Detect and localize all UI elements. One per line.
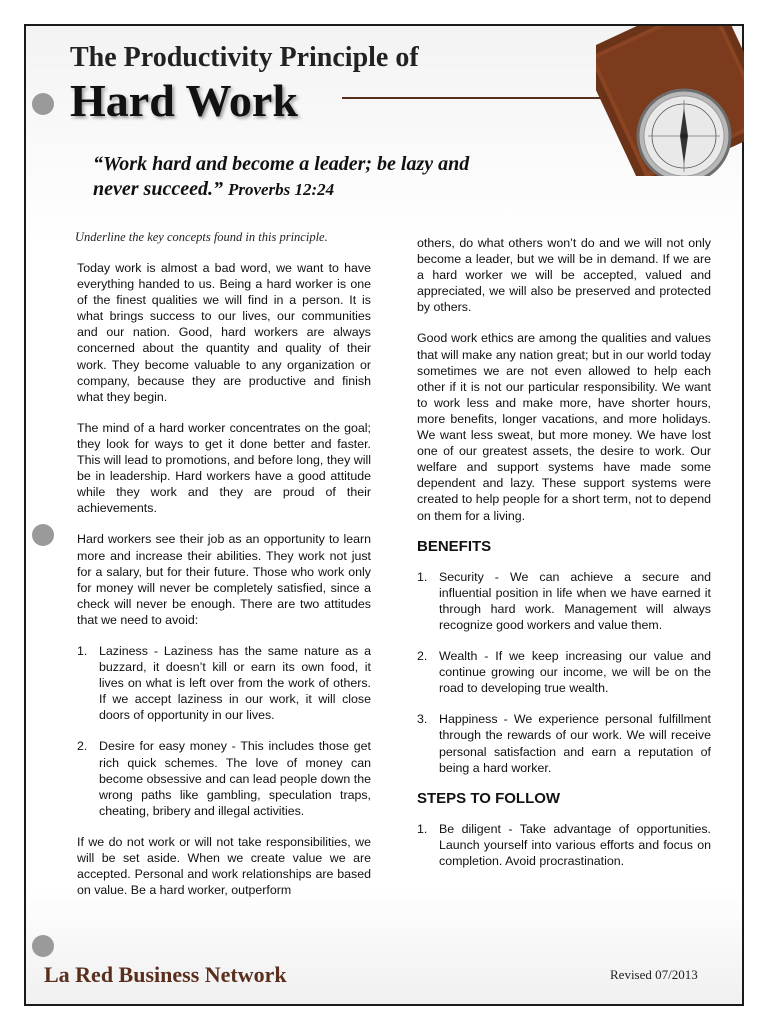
list-number: 2.: [77, 739, 88, 754]
binder-hole-icon: [32, 93, 54, 115]
quote-reference: Proverbs 12:24: [227, 180, 335, 199]
paragraph: Today work is almost a bad word, we want to have everything handed to us. Being a hard worker is one of the finest qualities we will find in a person. It is what brings success to our lives, our communities and our nation. Good, hard workers are always concerned about the quantity and quality of their work. They become valuable to any organization or company, because they are productive and finish what they begin.: [77, 261, 371, 404]
list-number: 2.: [417, 649, 428, 664]
list-number: 1.: [417, 821, 428, 836]
list-item: [417, 648, 711, 696]
list-number: 1.: [417, 569, 428, 584]
revision-date: Revised 07/2013: [610, 967, 698, 982]
page-title: Hard Work: [70, 75, 298, 126]
list-item: [77, 643, 371, 723]
benefits-heading: BENEFITS: [417, 537, 492, 555]
paragraph: others, do what others won’t do and we will not only become a leader, but we will be in demand. If we are a hard worker we will be accepted, valued and appreciated, we will also be preserved and protected by others.: [417, 236, 711, 315]
list-item: [417, 711, 711, 775]
left-column: [77, 260, 371, 913]
list-number: 1.: [77, 643, 88, 658]
benefits-list: [417, 569, 711, 776]
list-text: Laziness - Laziness has the same nature as a buzzard, it doesn’t kill or earn its own food, it lives on what is left over from the work of others. If we accept laziness in our work, it will close doors of opportunity in our lives.: [99, 643, 371, 723]
compass-icon: [596, 26, 744, 176]
list-number: 3.: [417, 712, 428, 727]
paragraph: The mind of a hard worker concentrates on the goal; they look for ways to get it done better and faster. This will lead to promotions, and before long, they will be in leadership. Hard workers have a good attitude while they work and they are proud of their achievements.: [77, 420, 371, 516]
paragraph: Hard workers see their job as an opportunity to learn more and increase their abilities. They work not just for a salary, but for their future. Those who work only for money will never be completely satisfied, since a check will never be enough. There are two attitudes that we need to avoid:: [77, 532, 371, 627]
binder-hole-icon: [32, 935, 54, 957]
organization-name: La Red Business Network: [44, 962, 287, 987]
paragraph: Good work ethics are among the qualities and values that will make any nation great; but in our world today sometimes we are not even allowed to help each other if it is not our particular responsibility. We want to work less and make more, have shorter hours, more benefits, longer vacations, and more holidays. We want less sweat, but more money. We have lost one of our greatest assets, the desire to work. Our welfare and support systems have made some dependent and lazy. These support systems were created to help people for a short term, not to depend on them for a living.: [417, 331, 711, 523]
steps-list: [417, 821, 711, 869]
instruction-text: Underline the key concepts found in this principle.: [75, 230, 328, 244]
list-item: [417, 821, 711, 869]
attitudes-list: [77, 643, 371, 819]
list-item: [417, 569, 711, 633]
list-text: Desire for easy money - This includes those get rich quick schemes. The love of money can become obsessive and can lead people down the wrong paths like gambling, speculation traps, cheating, bribery and illegal activities.: [99, 739, 371, 818]
title-line-1: The Productivity Principle of: [70, 42, 419, 73]
list-text: Security - We can achieve a secure and influential position in life when we have earned it through hard work. Management will always recognize good workers and value them.: [439, 569, 711, 632]
title-rule: [342, 97, 632, 99]
paragraph: If we do not work or will not take responsibilities, we will be set aside. When we create value we are accepted. Personal and work relationships are based on value. Be a hard worker, outperform: [77, 834, 371, 898]
list-item: [77, 738, 371, 818]
right-column: [417, 235, 711, 884]
featured-quote: [93, 152, 513, 202]
list-text: Be diligent - Take advantage of opportunities. Launch yourself into various efforts and focus on completion. Avoid procrastination.: [439, 821, 711, 868]
steps-heading: STEPS TO FOLLOW: [417, 789, 561, 807]
list-text: Wealth - If we keep increasing our value and continue growing our income, we will be on the road to developing true wealth.: [439, 649, 711, 696]
binder-hole-icon: [32, 524, 54, 546]
list-text: Happiness - We experience personal fulfillment through the rewards of our work. We will receive personal satisfaction and earn a reputation of being a hard worker.: [439, 712, 711, 775]
quote-text: “Work hard and become a leader; be lazy and never succeed.”: [93, 153, 470, 200]
